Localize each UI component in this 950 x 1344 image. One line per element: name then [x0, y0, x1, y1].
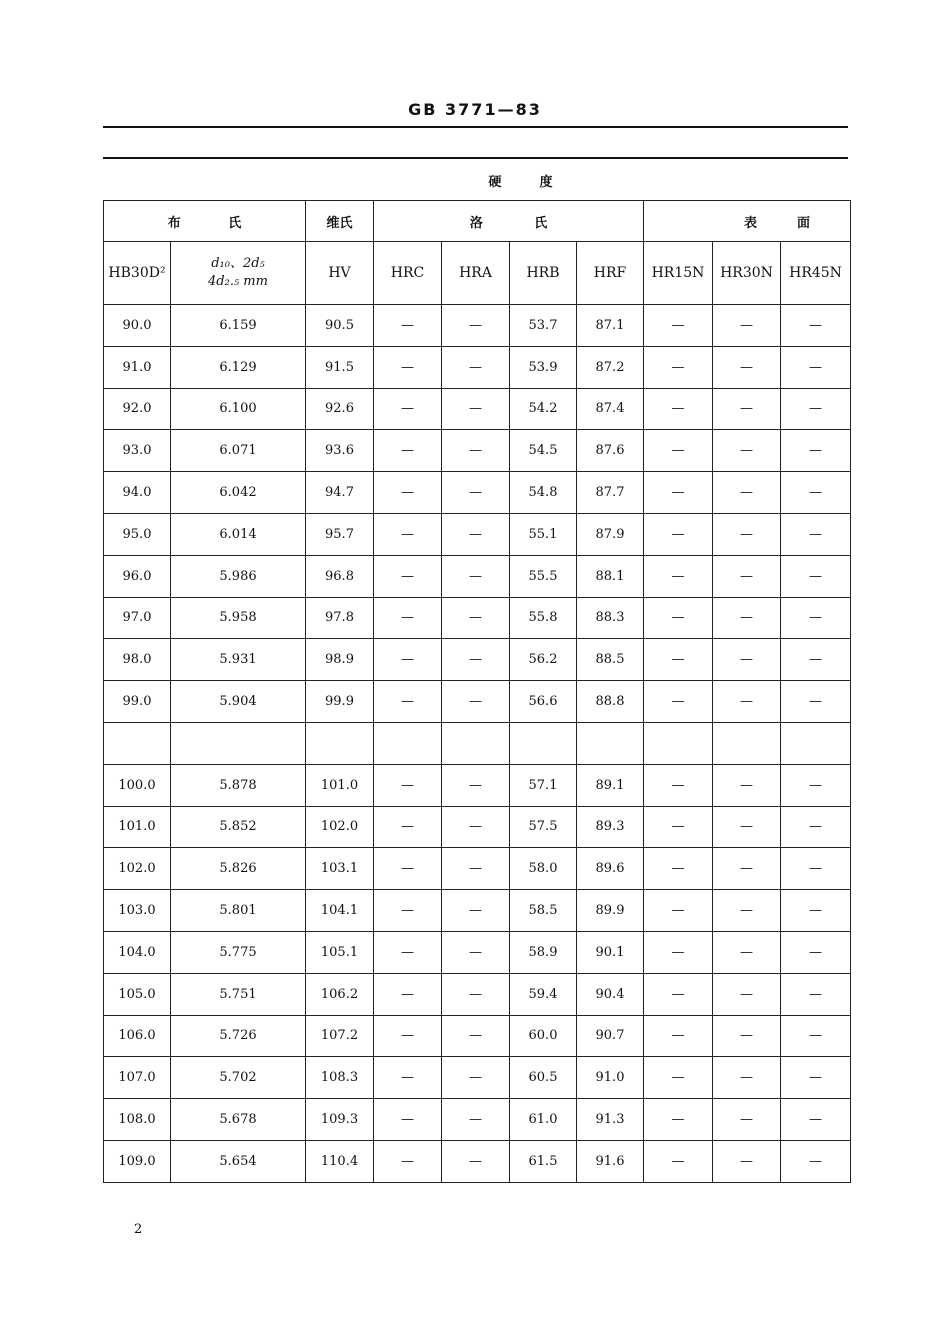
table-cell: — [781, 764, 851, 806]
table-cell: 56.6 [510, 681, 577, 723]
table-cell: 5.904 [171, 681, 306, 723]
table-row [104, 806, 851, 848]
table-cell: — [374, 513, 442, 555]
table-cell: 90.5 [306, 305, 374, 347]
table-row [104, 305, 851, 347]
table-cell: 5.958 [171, 597, 306, 639]
group-superficial-char2: 面 [797, 215, 811, 231]
table-row [104, 555, 851, 597]
table-cell: — [442, 931, 510, 973]
table-cell: 96.0 [104, 555, 171, 597]
table-cell: — [644, 1099, 713, 1141]
table-cell: 93.0 [104, 430, 171, 472]
col-hrc: HRC [374, 242, 442, 305]
table-row [104, 764, 851, 806]
table-cell: — [442, 597, 510, 639]
table-cell: 88.5 [577, 639, 644, 681]
table-cell: — [442, 681, 510, 723]
table-cell: — [781, 1057, 851, 1099]
table-cell: 58.5 [510, 890, 577, 932]
group-rockwell [374, 201, 644, 242]
table-cell: 90.4 [577, 973, 644, 1015]
table-cell: 6.129 [171, 346, 306, 388]
table-cell: 98.0 [104, 639, 171, 681]
table-cell: — [781, 848, 851, 890]
table-cell: 89.6 [577, 848, 644, 890]
table-cell: 6.014 [171, 513, 306, 555]
header-hardness-right: 度 [510, 160, 851, 201]
table-cell: 109.0 [104, 1140, 171, 1182]
table-cell: 61.5 [510, 1140, 577, 1182]
col-indent-diameter [171, 242, 306, 305]
table-cell: 60.0 [510, 1015, 577, 1057]
table-cell: 54.2 [510, 388, 577, 430]
table-cell: 61.0 [510, 1099, 577, 1141]
group-rockwell-char2: 氏 [534, 215, 548, 231]
table-cell: — [442, 639, 510, 681]
table-cell: 5.931 [171, 639, 306, 681]
table-cell [713, 722, 781, 764]
table-cell: 87.6 [577, 430, 644, 472]
page-number: 2 [134, 1222, 143, 1237]
col-hr45n: HR45N [781, 242, 851, 305]
table-cell: 5.878 [171, 764, 306, 806]
table-row [104, 890, 851, 932]
col-hr15n: HR15N [644, 242, 713, 305]
table-cell: — [374, 1057, 442, 1099]
table-cell: 105.0 [104, 973, 171, 1015]
table-row [104, 722, 851, 764]
table-cell: — [644, 806, 713, 848]
header-row-hardness [104, 160, 851, 201]
group-brinell [104, 201, 306, 242]
table-cell: 89.9 [577, 890, 644, 932]
table-cell: 53.7 [510, 305, 577, 347]
table-cell: 55.5 [510, 555, 577, 597]
table-cell: — [781, 555, 851, 597]
table-cell: 96.8 [306, 555, 374, 597]
table-cell: — [644, 305, 713, 347]
table-cell: 53.9 [510, 346, 577, 388]
table-cell: — [374, 1015, 442, 1057]
table-cell: 106.2 [306, 973, 374, 1015]
table-cell: — [713, 555, 781, 597]
table-cell [577, 722, 644, 764]
table-cell: — [713, 472, 781, 514]
table-cell [781, 722, 851, 764]
table-cell: 107.2 [306, 1015, 374, 1057]
table-cell [104, 722, 171, 764]
table-cell: 104.1 [306, 890, 374, 932]
table-cell: — [781, 305, 851, 347]
table-cell: — [442, 305, 510, 347]
table-cell: — [442, 346, 510, 388]
table-cell: — [781, 806, 851, 848]
table-cell: 101.0 [104, 806, 171, 848]
table-cell: — [644, 764, 713, 806]
table-cell: — [713, 931, 781, 973]
table-row [104, 1057, 851, 1099]
table-cell: 6.071 [171, 430, 306, 472]
table-cell: 91.5 [306, 346, 374, 388]
table-cell: — [374, 764, 442, 806]
table-cell: — [713, 346, 781, 388]
table-cell: 60.5 [510, 1057, 577, 1099]
table-cell: 56.2 [510, 639, 577, 681]
col-hb30d2: HB30D² [104, 242, 171, 305]
table-cell: 57.1 [510, 764, 577, 806]
table-cell: 5.801 [171, 890, 306, 932]
table-cell: — [374, 388, 442, 430]
table-row [104, 1015, 851, 1057]
table-cell: 58.0 [510, 848, 577, 890]
table-cell: 5.986 [171, 555, 306, 597]
table-cell: — [644, 973, 713, 1015]
table-row [104, 597, 851, 639]
table-cell: — [442, 1057, 510, 1099]
table-cell [510, 722, 577, 764]
table-cell: — [644, 555, 713, 597]
table-cell: 55.1 [510, 513, 577, 555]
table-cell: — [644, 1015, 713, 1057]
table-cell: — [713, 764, 781, 806]
table-cell: 5.751 [171, 973, 306, 1015]
table-cell: 99.9 [306, 681, 374, 723]
table-cell: 93.6 [306, 430, 374, 472]
table-cell: — [442, 1099, 510, 1141]
table-row [104, 346, 851, 388]
table-cell: 5.702 [171, 1057, 306, 1099]
group-brinell-char2: 氏 [228, 215, 242, 231]
table-cell: 5.678 [171, 1099, 306, 1141]
table-cell: 57.5 [510, 806, 577, 848]
table-cell: — [374, 806, 442, 848]
table-cell: — [713, 1057, 781, 1099]
table-cell: — [442, 806, 510, 848]
table-cell: — [644, 1140, 713, 1182]
table-cell: — [713, 1099, 781, 1141]
table-cell: — [713, 1140, 781, 1182]
table-cell: 54.8 [510, 472, 577, 514]
table-cell [306, 722, 374, 764]
table-cell: — [713, 305, 781, 347]
col-hv: HV [306, 242, 374, 305]
table-cell: 87.2 [577, 346, 644, 388]
table-cell: 108.3 [306, 1057, 374, 1099]
table-cell: — [644, 513, 713, 555]
table-cell: — [644, 388, 713, 430]
table-cell: 87.7 [577, 472, 644, 514]
header-rule [103, 126, 848, 128]
table-cell: 109.3 [306, 1099, 374, 1141]
table-cell: — [713, 430, 781, 472]
table-cell: — [442, 764, 510, 806]
table-cell: 91.0 [104, 346, 171, 388]
table-cell: — [713, 890, 781, 932]
table-cell: — [781, 513, 851, 555]
table-cell: — [374, 931, 442, 973]
table-cell: 91.0 [577, 1057, 644, 1099]
table-cell: 6.159 [171, 305, 306, 347]
table-cell: — [781, 639, 851, 681]
table-cell: 90.0 [104, 305, 171, 347]
table-cell: — [781, 890, 851, 932]
table-cell: — [442, 890, 510, 932]
table-row [104, 848, 851, 890]
table-cell: 95.7 [306, 513, 374, 555]
table-cell: 87.9 [577, 513, 644, 555]
table-cell: 105.1 [306, 931, 374, 973]
table-cell: — [644, 890, 713, 932]
table-cell: — [442, 973, 510, 1015]
table-cell: 94.7 [306, 472, 374, 514]
table-cell: 5.826 [171, 848, 306, 890]
table-cell [171, 722, 306, 764]
table-cell: 100.0 [104, 764, 171, 806]
table-cell: 88.8 [577, 681, 644, 723]
table-cell: — [374, 472, 442, 514]
table-cell: — [442, 1015, 510, 1057]
table-cell: — [713, 388, 781, 430]
table-cell: 89.1 [577, 764, 644, 806]
table-cell: — [644, 430, 713, 472]
table-cell: — [713, 639, 781, 681]
table-cell: — [442, 388, 510, 430]
table-cell: 99.0 [104, 681, 171, 723]
col-indent-diameter-line2: 4d₂.₅ mm [208, 274, 268, 289]
table-cell: — [442, 1140, 510, 1182]
page-header-standard: GB 3771—83 [408, 100, 542, 119]
table-cell: — [644, 931, 713, 973]
table-cell: — [374, 973, 442, 1015]
group-superficial [644, 201, 851, 242]
table-cell: — [781, 597, 851, 639]
table-top-rule [103, 157, 848, 159]
table-cell: 102.0 [104, 848, 171, 890]
hardness-conversion-table [103, 160, 851, 1183]
table-cell: — [374, 639, 442, 681]
table-row [104, 472, 851, 514]
table-cell: — [442, 472, 510, 514]
table-cell: — [442, 513, 510, 555]
table-row [104, 1140, 851, 1182]
table-cell: — [781, 388, 851, 430]
table-cell: 87.1 [577, 305, 644, 347]
table-cell: 103.0 [104, 890, 171, 932]
table-cell: — [781, 931, 851, 973]
table-cell: — [781, 973, 851, 1015]
table-body [104, 305, 851, 1183]
table-cell: — [781, 346, 851, 388]
table-cell: 5.726 [171, 1015, 306, 1057]
table-cell: — [781, 472, 851, 514]
table-cell: — [713, 513, 781, 555]
table-cell: 102.0 [306, 806, 374, 848]
col-hrb: HRB [510, 242, 577, 305]
table-cell: — [713, 681, 781, 723]
table-cell: 97.0 [104, 597, 171, 639]
table-cell: — [374, 430, 442, 472]
header-row-groups [104, 201, 851, 242]
table-cell: — [781, 681, 851, 723]
table-cell: — [442, 430, 510, 472]
group-superficial-char1: 表 [744, 215, 758, 231]
table-cell: — [713, 848, 781, 890]
table-cell: 58.9 [510, 931, 577, 973]
table-cell: 90.1 [577, 931, 644, 973]
table-cell: 5.852 [171, 806, 306, 848]
table-cell: 5.654 [171, 1140, 306, 1182]
table-cell: — [644, 639, 713, 681]
table-cell: — [781, 430, 851, 472]
col-hrf: HRF [577, 242, 644, 305]
table-cell: 108.0 [104, 1099, 171, 1141]
table-cell: — [781, 1015, 851, 1057]
table-cell: — [374, 1099, 442, 1141]
table-cell: — [442, 555, 510, 597]
table-cell: 89.3 [577, 806, 644, 848]
table-cell: — [713, 806, 781, 848]
table-cell: — [644, 1057, 713, 1099]
table-cell: 107.0 [104, 1057, 171, 1099]
table-cell: 88.3 [577, 597, 644, 639]
table-cell: — [374, 305, 442, 347]
group-brinell-char1: 布 [167, 215, 181, 231]
table-cell: — [374, 681, 442, 723]
table-cell: 91.3 [577, 1099, 644, 1141]
table-cell: — [374, 597, 442, 639]
table-cell: — [781, 1099, 851, 1141]
table-row [104, 1099, 851, 1141]
table-cell: — [713, 597, 781, 639]
table-cell: 55.8 [510, 597, 577, 639]
group-rockwell-char1: 洛 [469, 215, 483, 231]
table-row [104, 973, 851, 1015]
table-cell [442, 722, 510, 764]
table-cell: — [644, 597, 713, 639]
table-cell: — [374, 890, 442, 932]
col-hr30n: HR30N [713, 242, 781, 305]
table-row [104, 430, 851, 472]
table-cell: — [713, 973, 781, 1015]
header-row-columns [104, 242, 851, 305]
table-cell: 91.6 [577, 1140, 644, 1182]
table-cell: 104.0 [104, 931, 171, 973]
table-row [104, 681, 851, 723]
table-cell: 90.7 [577, 1015, 644, 1057]
col-hra: HRA [442, 242, 510, 305]
table-cell: — [713, 1015, 781, 1057]
table-cell: 6.100 [171, 388, 306, 430]
table-cell: — [374, 848, 442, 890]
table-cell: — [644, 848, 713, 890]
table-cell: — [644, 346, 713, 388]
table-cell: 6.042 [171, 472, 306, 514]
table-cell: — [374, 1140, 442, 1182]
table-cell: 103.1 [306, 848, 374, 890]
table-cell: 94.0 [104, 472, 171, 514]
table-cell: — [374, 555, 442, 597]
table-cell [374, 722, 442, 764]
table-cell: 95.0 [104, 513, 171, 555]
group-vickers: 维氏 [306, 201, 374, 242]
table-cell: 88.1 [577, 555, 644, 597]
table-cell: 97.8 [306, 597, 374, 639]
table-row [104, 931, 851, 973]
table-cell: 59.4 [510, 973, 577, 1015]
table-cell: — [644, 681, 713, 723]
table-row [104, 639, 851, 681]
table-cell: — [374, 346, 442, 388]
table-cell: — [781, 1140, 851, 1182]
table-cell: 106.0 [104, 1015, 171, 1057]
table-cell [644, 722, 713, 764]
table-cell: 54.5 [510, 430, 577, 472]
table-cell: 98.9 [306, 639, 374, 681]
table-cell: 5.775 [171, 931, 306, 973]
table-cell: — [442, 848, 510, 890]
table-cell: 110.4 [306, 1140, 374, 1182]
table-cell: 101.0 [306, 764, 374, 806]
table-cell: 92.0 [104, 388, 171, 430]
table-row [104, 388, 851, 430]
table-cell: 87.4 [577, 388, 644, 430]
col-indent-diameter-line1: d₁₀、2d₅ [211, 256, 265, 271]
header-hardness-left: 硬 [104, 160, 510, 201]
table-row [104, 513, 851, 555]
table-cell: — [644, 472, 713, 514]
table-cell: 92.6 [306, 388, 374, 430]
